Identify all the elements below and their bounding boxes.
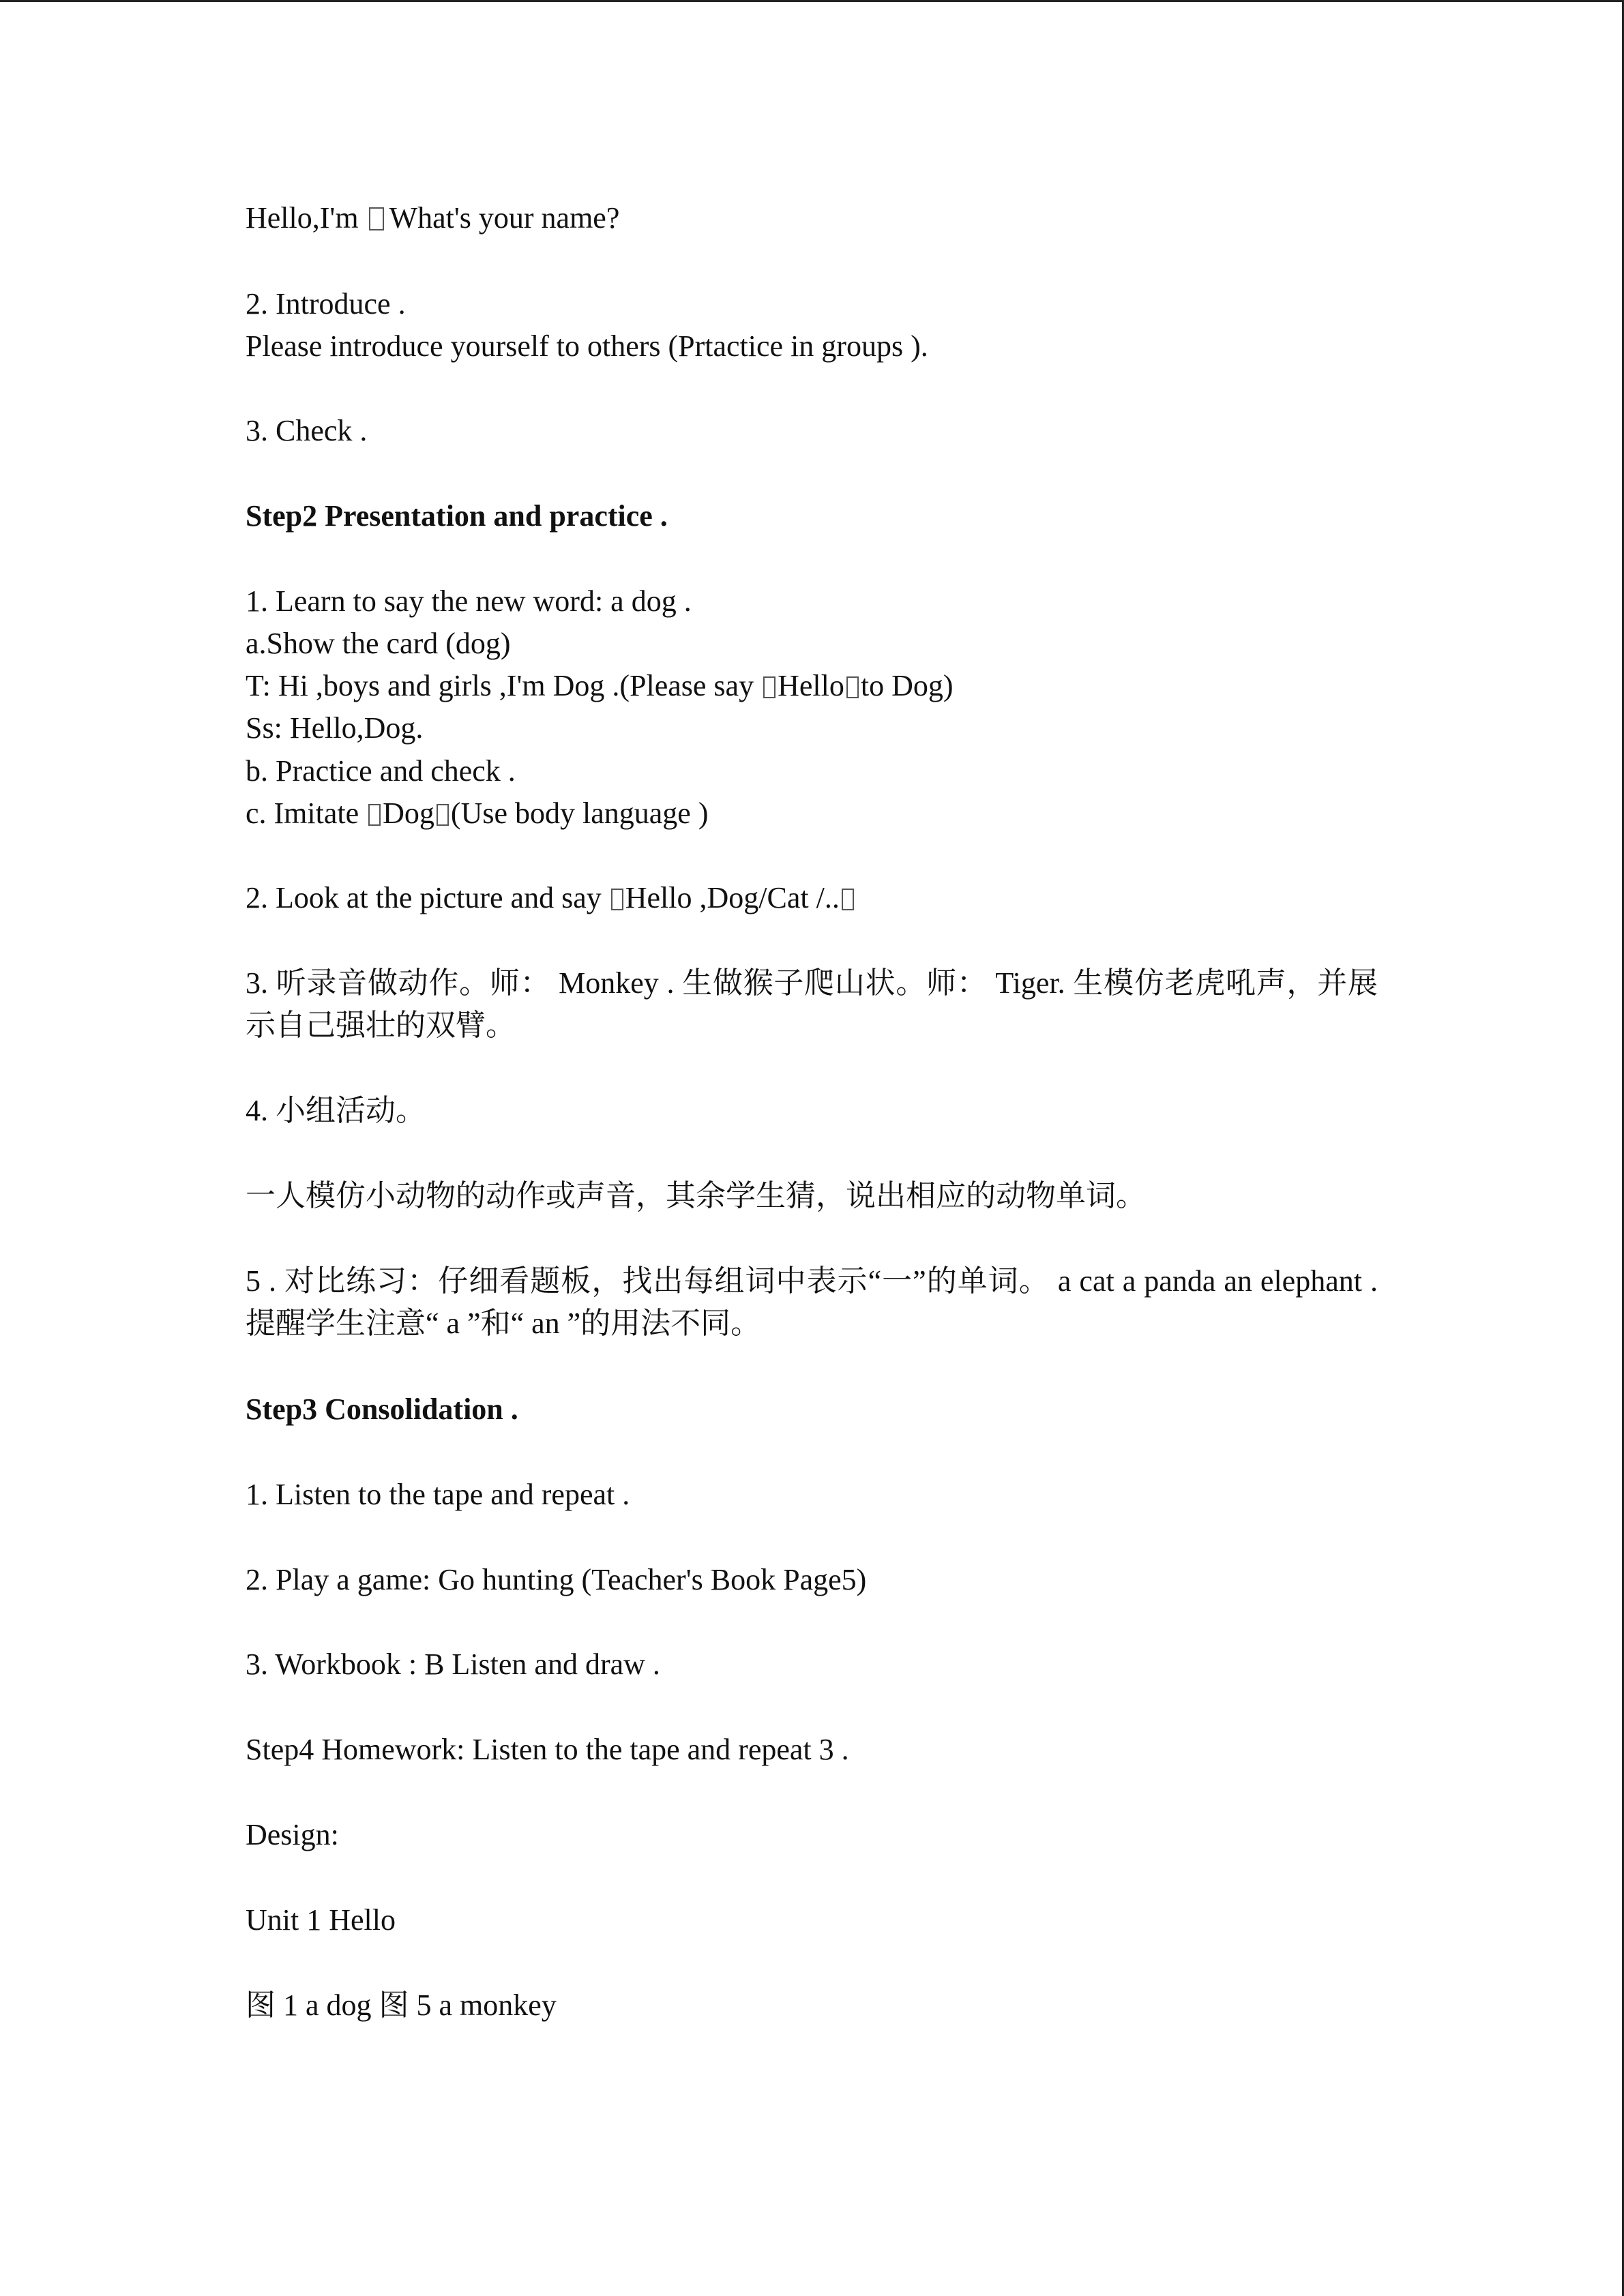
listen-repeat-line: 1. Listen to the tape and repeat . [246, 1478, 630, 1511]
play-game-line: 2. Play a game: Go hunting (Teacher's Book Page5) [246, 1563, 867, 1596]
introduce-heading: 2. Introduce . [246, 287, 406, 320]
step3-heading: Step3 Consolidation . [246, 1392, 518, 1426]
page-top-border [0, 0, 1624, 2]
imitate-text-a: c. Imitate [246, 796, 359, 830]
imitate-text-c: (Use body language ) [450, 796, 709, 830]
listen-act-paragraph: 3. 听录音做动作。师： Monkey . 生做猴子爬山状。师： Tiger. 生模仿老虎吼声，并展示自己强壮的双臂。 [246, 966, 1378, 1042]
group-activity-line: 4. 小组活动。 [246, 1094, 426, 1127]
figures-line: 图 1 a dog 图 5 a monkey [246, 1988, 557, 2022]
contrast-paragraph: 5 . 对比练习：仔细看题板，找出每组词中表示“一”的单词。 a cat a panda an elephant . 提醒学生注意“ a ”和“ an ”的用法不同。 [246, 1264, 1378, 1340]
missing-glyph-box [368, 804, 381, 826]
missing-glyph-box [611, 889, 623, 910]
design-label: Design: [246, 1818, 339, 1851]
show-card-line: a.Show the card (dog) [246, 627, 511, 660]
greeting-text-a: Hello,I'm [246, 201, 359, 235]
students-line: Ss: Hello,Dog. [246, 711, 424, 745]
missing-glyph-box [369, 207, 384, 230]
practice-check-line: b. Practice and check . [246, 754, 516, 788]
missing-glyph-box [846, 676, 859, 698]
imitate-line [246, 792, 708, 835]
step4-homework-line: Step4 Homework: Listen to the tape and repeat 3 . [246, 1733, 849, 1766]
unit-title: Unit 1 Hello [246, 1903, 396, 1937]
missing-glyph-box [437, 804, 449, 826]
missing-glyph-box [842, 889, 854, 910]
step2-heading: Step2 Presentation and practice . [246, 499, 668, 533]
check-line: 3. Check . [246, 414, 368, 447]
greeting-text-b: What's your name? [389, 201, 620, 235]
look-picture-text-b: Hello ,Dog/Cat /.. [625, 881, 840, 914]
missing-glyph-box [763, 676, 776, 698]
teacher-line [246, 665, 954, 707]
introduce-text: Please introduce yourself to others (Prtactice in groups ). [246, 329, 928, 363]
greeting-line [246, 197, 619, 239]
guess-game-line: 一人模仿小动物的动作或声音，其余学生猜，说出相应的动物单词。 [246, 1179, 1146, 1212]
learn-word-line: 1. Learn to say the new word: a dog . [246, 584, 692, 618]
teacher-text-b: Hello [778, 669, 844, 702]
teacher-text-a: T: Hi ,boys and girls ,I'm Dog .(Please say [246, 669, 754, 702]
look-picture-text-a: 2. Look at the picture and say [246, 881, 602, 914]
workbook-line: 3. Workbook : B Listen and draw . [246, 1648, 660, 1681]
look-picture-line [246, 877, 856, 919]
teacher-text-c: to Dog) [860, 669, 954, 702]
imitate-text-b: Dog [383, 796, 434, 830]
